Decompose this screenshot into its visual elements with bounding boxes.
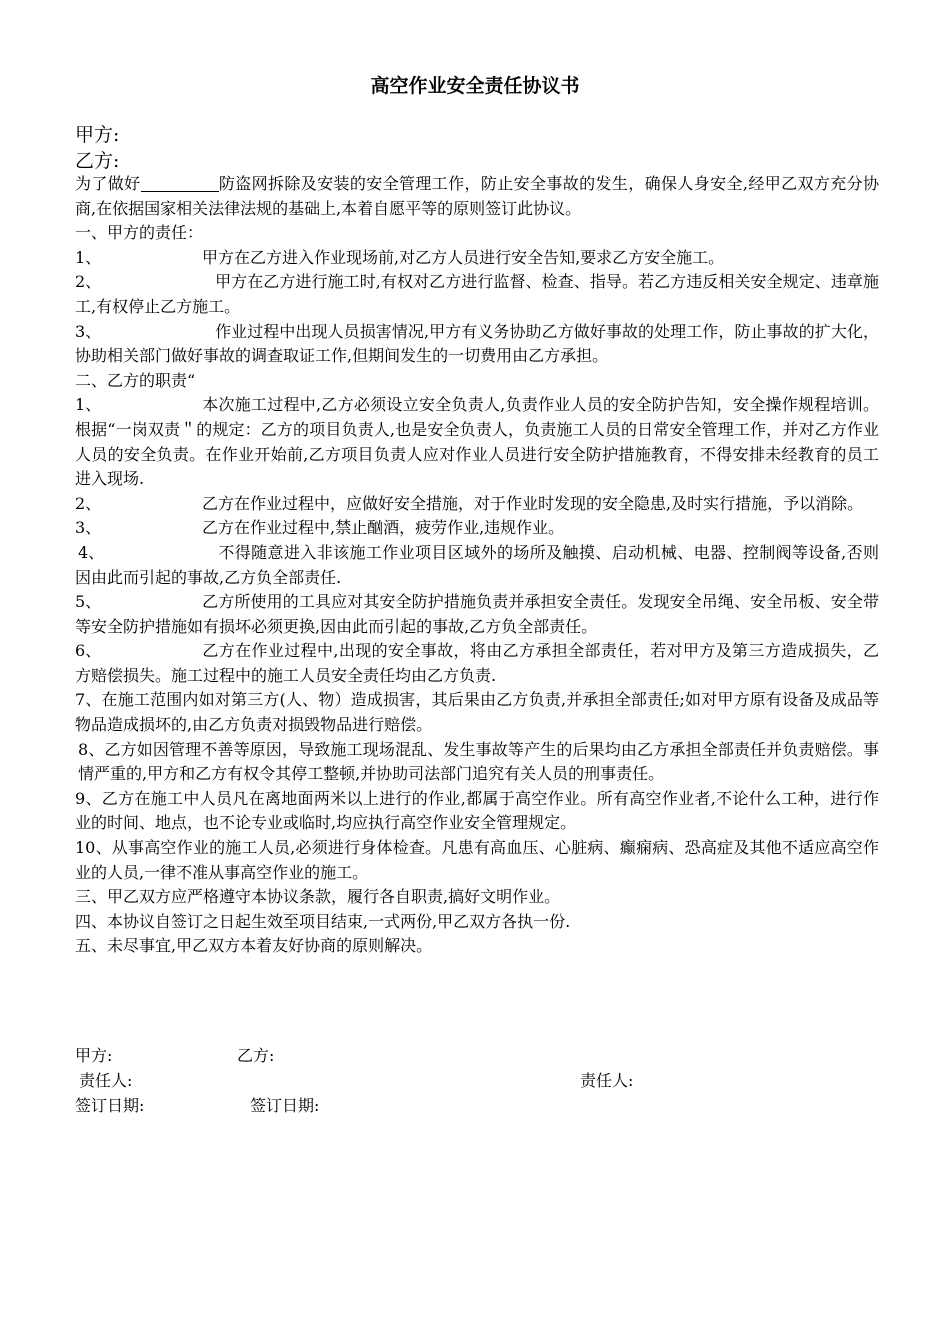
intro-prefix: 为了做好 xyxy=(75,174,141,193)
section2-item xyxy=(75,541,879,590)
item-text: 乙方所使用的工具应对其安全防护措施负责并承担安全责任。发现安全吊绳、安全吊板、安全带等安全防护措施如有损坏必须更换,因由此而引起的事故,乙方负全部责任。 xyxy=(75,592,879,636)
section1-item xyxy=(75,320,879,369)
intro-text: 防盗网拆除及安装的安全管理工作，防止安全事故的发生，确保人身安全,经甲乙双方充分协商,在依据国家相关法律法规的基础上,本着自愿平等的原则签订此协议。 xyxy=(75,174,879,218)
section2-item xyxy=(75,516,879,541)
section2-item: 8、乙方如因管理不善等原因，导致施工现场混乱、发生事故等产生的后果均由乙方承担全部责任并负责赔偿。事情严重的,甲方和乙方有权令其停工整顿,并协助司法部门追究有关人员的刑事责任。 xyxy=(78,739,879,784)
item-text: 不得随意进入非该施工作业项目区域外的场所及触摸、启动机械、电器、控制阀等设备,否则因由此而引起的事故,乙方负全部责任. xyxy=(75,542,879,587)
section2-heading: 二、乙方的职责“ xyxy=(75,370,196,390)
item-number: 1、 xyxy=(75,395,102,415)
section2-item xyxy=(75,492,879,517)
item-number: 6、 xyxy=(75,641,102,661)
signature-date-a: 签订日期: xyxy=(75,1096,145,1115)
section2-item: 7、在施工范围内如对第三方(人、物）造成损害，其后果由乙方负责,并承担全部责任;如对甲方原有设备及成品等物品造成损坏的,由乙方负责对损毁物品进行赔偿。 xyxy=(75,690,879,735)
item-number: 3、 xyxy=(75,321,102,341)
item-text: 乙方在作业过程中,禁止酗酒，疲劳作业,违规作业。 xyxy=(202,518,565,538)
signature-party-a: 甲方: xyxy=(75,1046,113,1065)
item-text: 乙方在作业过程中,出现的安全事故，将由乙方承担全部责任，若对甲方及第三方造成损失，乙方赔偿损失。施工过程中的施工人员安全责任均由乙方负责. xyxy=(75,641,879,685)
intro-paragraph xyxy=(75,172,879,221)
section1-item xyxy=(75,246,879,271)
item-text: 本次施工过程中,乙方必须设立安全负责人,负责作业人员的安全防护告知，安全操作规程培训。根据“一岗双责＂的规定：乙方的项目负责人,也是安全负责人，负责施工人员的日常安全管理工作，并对乙方作业人员的安全负责。在作业开始前,乙方项目负责人应对作业人员进行安全防护措施教育，不得安排未经教育的员工进入现场. xyxy=(75,395,879,489)
section2-item: 10、从事高空作业的施工人员,必须进行身体检查。凡患有高血压、心脏病、癫痫病、恐高症及其他不适应高空作业的人员,一律不准从事高空作业的施工。 xyxy=(75,838,879,882)
section5: 五、未尽事宜,甲乙双方本着友好协商的原则解决。 xyxy=(75,936,433,956)
party-b-label: 乙方: xyxy=(75,150,120,172)
item-number: 3、 xyxy=(75,518,102,538)
document-title: 高空作业安全责任协议书 xyxy=(370,75,580,97)
item-number: 2、 xyxy=(75,272,102,292)
party-a-label: 甲方: xyxy=(75,124,120,146)
item-number: 2、 xyxy=(75,493,102,513)
section2-item: 9、乙方在施工中人员凡在离地面两米以上进行的作业,都属于高空作业。所有高空作业者,不论什么工种，进行作业的时间、地点，也不论专业或临时,均应执行高空作业安全管理规定。 xyxy=(75,788,879,833)
signature-party-b: 乙方: xyxy=(237,1046,275,1065)
signature-responsible-a: 责任人: xyxy=(79,1071,133,1090)
agreement-body xyxy=(75,172,879,959)
item-text: 乙方在作业过程中，应做好安全措施，对于作业时发现的安全隐患,及时实行措施，予以消除。 xyxy=(202,493,864,513)
section4: 四、本协议自签订之日起生效至项目结束,一式两份,甲乙双方各执一份. xyxy=(75,911,571,931)
signature-date-b: 签订日期: xyxy=(250,1096,320,1115)
item-number: 1、 xyxy=(75,247,102,267)
item-text: 甲方在乙方进行施工时,有权对乙方进行监督、检查、指导。若乙方违反相关安全规定、违章施工,有权停止乙方施工。 xyxy=(75,272,879,316)
section1-item xyxy=(75,270,879,319)
item-text: 甲方在乙方进入作业现场前,对乙方人员进行安全告知,要求乙方安全施工。 xyxy=(202,247,725,267)
project-name-blank xyxy=(141,174,219,192)
item-number: 5、 xyxy=(75,592,102,612)
section2-item xyxy=(75,639,879,688)
signature-responsible-b: 责任人: xyxy=(580,1071,634,1090)
item-text: 作业过程中出现人员损害情况,甲方有义务协助乙方做好事故的处理工作，防止事故的扩大化，协助相关部门做好事故的调查取证工作,但期间发生的一切费用由乙方承担。 xyxy=(75,321,879,366)
section1-heading: 一、甲方的责任： xyxy=(75,223,204,243)
section2-item xyxy=(75,393,879,491)
section3: 三、甲乙双方应严格遵守本协议条款，履行各自职责,搞好文明作业。 xyxy=(75,887,561,907)
section2-item xyxy=(75,590,879,639)
item-number: 4、 xyxy=(78,542,105,562)
